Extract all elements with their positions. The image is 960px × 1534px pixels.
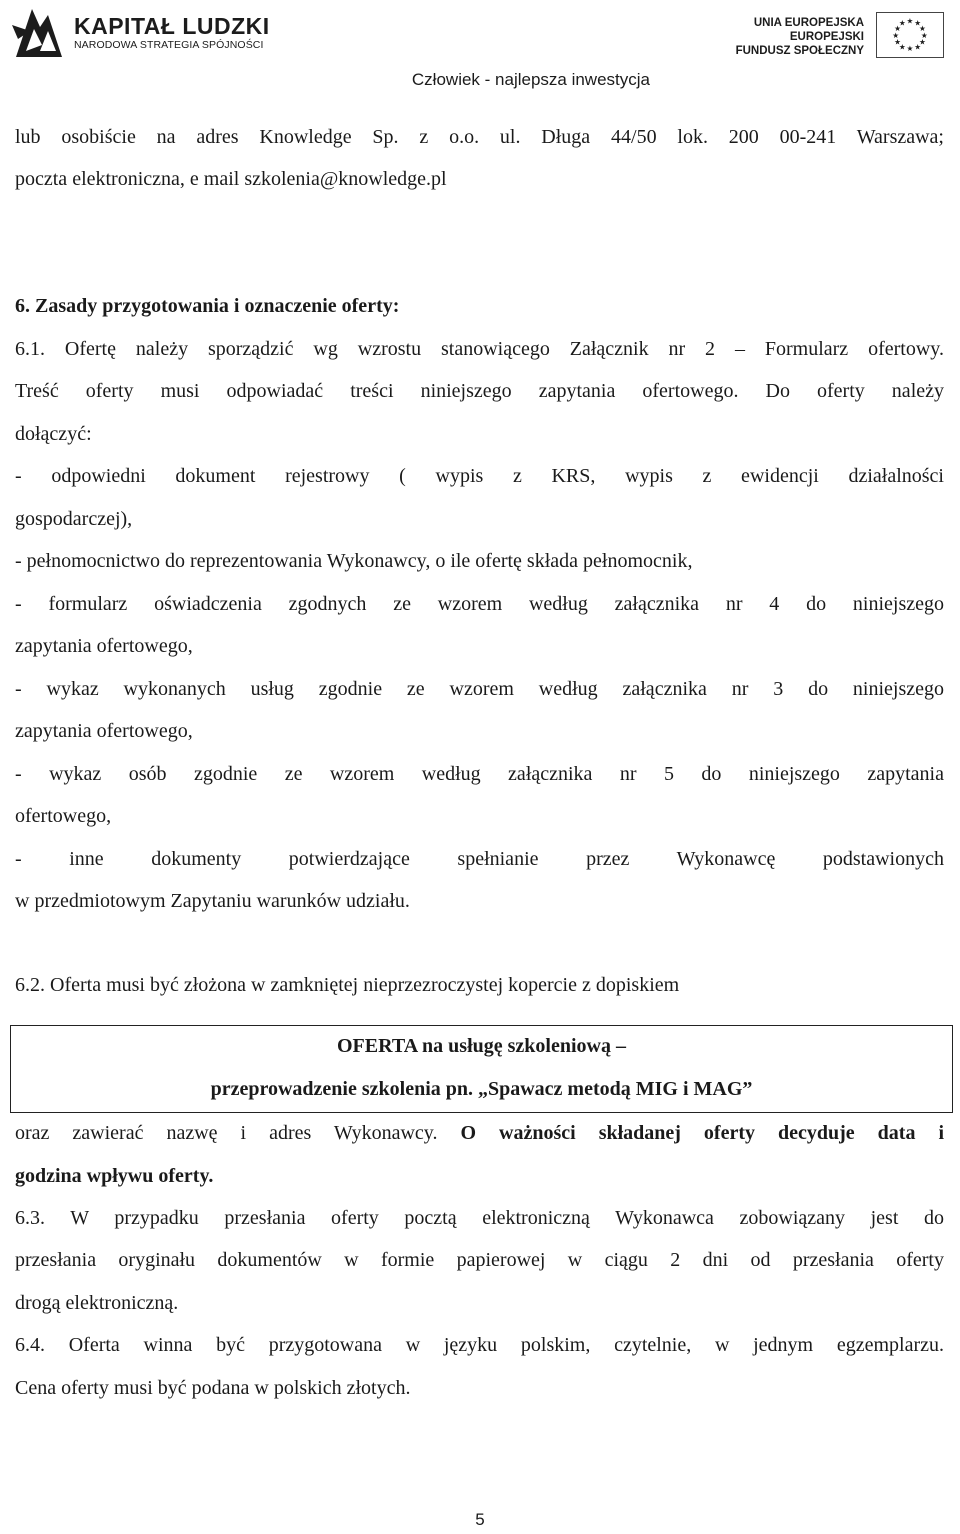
text-line: Cena oferty musi być podana w polskich złotych.: [15, 1377, 411, 1399]
text-line: - formularz oświadczenia zgodnych ze wzorem według załącznika nr 4 do niniejszego: [15, 593, 944, 615]
svg-text:★: ★: [898, 18, 906, 28]
text-bold: O ważności składanej oferty decyduje data i: [460, 1122, 944, 1144]
text-line: przesłania oryginału dokumentów w formie papierowej w ciągu 2 dni od przesłania oferty: [15, 1249, 944, 1271]
header-motto: Człowiek - najlepsza inwestycja: [411, 70, 650, 89]
eu-logo: [736, 12, 944, 58]
text-line: 6.4. Oferta winna być przygotowana w języku polskim, czytelnie, w jednym egzemplarzu.: [15, 1334, 944, 1356]
page-header: [0, 0, 960, 100]
ue-line-1: UNIA EUROPEJSKA: [753, 17, 864, 29]
kapital-ludzki-emblem-icon: [10, 5, 66, 61]
svg-text:★: ★: [906, 44, 914, 54]
svg-text:★: ★: [892, 30, 900, 40]
text-line: - pełnomocnictwo do reprezentowania Wykonawcy, o ile ofertę składa pełnomocnik,: [15, 550, 693, 572]
ue-line-2: EUROPEJSKI: [789, 31, 864, 43]
kl-title: KAPITAŁ LUDZKI: [74, 13, 270, 39]
svg-text:★: ★: [894, 24, 901, 34]
text-line: Treść oferty musi odpowiadać treści niniejszego zapytania ofertowego. Do oferty należy: [15, 380, 944, 402]
offer-label-box: [10, 1025, 953, 1113]
text-line: w przedmiotowym Zapytaniu warunków udziału.: [15, 890, 410, 912]
kapital-ludzki-logo: [10, 5, 270, 61]
svg-text:★: ★: [919, 24, 926, 34]
svg-text:★: ★: [906, 16, 914, 26]
offer-label-line-1: OFERTA na usługę szkoleniową –: [337, 1035, 626, 1057]
eu-flag-icon: [876, 12, 944, 58]
text-line: ofertowego,: [15, 805, 112, 827]
text-line: - odpowiedni dokument rejestrowy ( wypis z KRS, wypis z ewidencji działalności: [15, 465, 944, 487]
svg-text:★: ★: [920, 30, 928, 40]
text-line: [15, 1118, 944, 1148]
text-line: godzina wpływu oferty.: [15, 1165, 214, 1187]
text-line: 6.3. W przypadku przesłania oferty pocztą elektroniczną Wykonawca zobowiązany jest do: [15, 1207, 944, 1229]
text-line: gospodarczej),: [15, 508, 133, 530]
kl-subtitle: NARODOWA STRATEGIA SPÓJNOŚCI: [74, 39, 264, 51]
text-line: drogą elektroniczną.: [15, 1292, 179, 1314]
svg-text:★: ★: [898, 42, 906, 52]
text-line: - wykaz wykonanych usług zgodnie ze wzorem według załącznika nr 3 do niniejszego: [15, 678, 944, 700]
text-line: - wykaz osób zgodnie ze wzorem według załącznika nr 5 do niniejszego zapytania: [15, 763, 944, 785]
svg-text:★: ★: [914, 42, 922, 52]
offer-label-line-2: przeprowadzenie szkolenia pn. „Spawacz metodą MIG i MAG”: [210, 1078, 753, 1100]
svg-text:★: ★: [914, 18, 922, 28]
ue-line-3: FUNDUSZ SPOŁECZNY: [735, 45, 864, 57]
svg-text:★: ★: [894, 37, 901, 47]
text-line: - inne dokumenty potwierdzające spełnianie przez Wykonawcę podstawionych: [15, 848, 944, 870]
text-normal: oraz zawierać nazwę i adres Wykonawcy.: [15, 1122, 461, 1144]
text-line: lub osobiście na adres Knowledge Sp. z o.o. ul. Długa 44/50 lok. 200 00-241 Warszawa;: [15, 126, 944, 148]
page-number: 5: [475, 1510, 485, 1529]
text-line: poczta elektroniczna, e mail szkolenia@knowledge.pl: [15, 168, 447, 190]
text-line: 6.2. Oferta musi być złożona w zamkniętej nieprzezroczystej kopercie z dopiskiem: [15, 974, 680, 996]
text-line: zapytania ofertowego,: [15, 635, 193, 657]
text-line: 6.1. Ofertę należy sporządzić wg wzrostu stanowiącego Załącznik nr 2 – Formularz ofertowy.: [15, 338, 944, 360]
section-heading: 6. Zasady przygotowania i oznaczenie oferty:: [15, 295, 400, 317]
text-line: zapytania ofertowego,: [15, 720, 193, 742]
text-line: dołączyć:: [15, 423, 92, 445]
svg-text:★: ★: [919, 37, 926, 47]
